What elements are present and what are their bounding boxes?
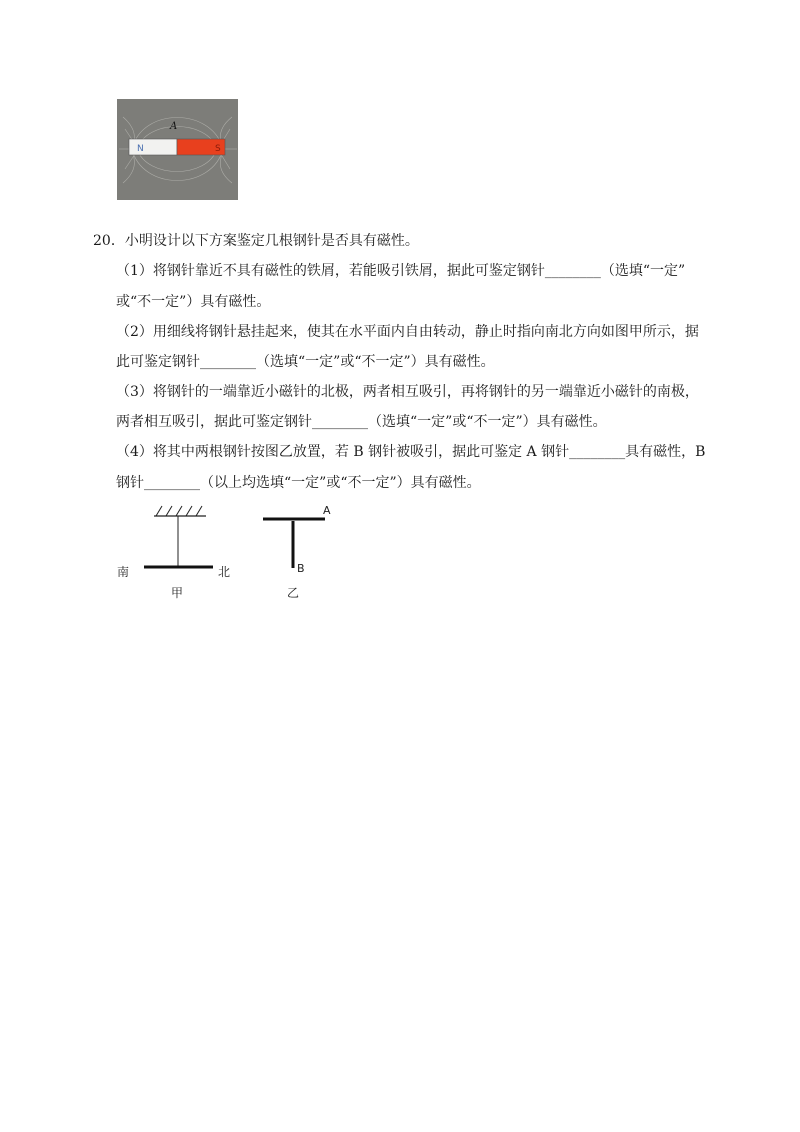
magnet-photo-drawing [117, 99, 238, 200]
part-4-line-2: 钢针________（以上均选填“一定”或“不一定”）具有磁性。 [116, 475, 481, 491]
south-label: 南 [117, 565, 130, 579]
figure-yi-caption: 乙 [287, 586, 300, 600]
question-stem: 小明设计以下方案鉴定几根钢针是否具有磁性。 [124, 233, 419, 249]
ceiling-hatch [156, 506, 202, 516]
part-3-line-2: 两者相互吸引，据此可鉴定钢针________（选填“一定”或“不一定”）具有磁性。 [116, 414, 607, 430]
question-stem-line [93, 231, 419, 251]
figure-jia-caption: 甲 [171, 586, 184, 600]
part-2-line-2: 此可鉴定钢针________（选填“一定”或“不一定”）具有磁性。 [116, 354, 495, 370]
part-2-line-1: （2）用细线将钢针悬挂起来，使其在水平面内自由转动，静止时指向南北方向如图甲所示，据 [116, 324, 699, 340]
magnet-n-label: N [137, 144, 144, 154]
magnet-s-label: S [215, 144, 221, 154]
needle-b-label: B [297, 562, 305, 575]
figure-jia [110, 500, 240, 605]
needle-a-label: A [323, 504, 331, 517]
magnet-photo [117, 99, 238, 200]
part-1-line-2: 或“不一定”）具有磁性。 [116, 294, 271, 310]
figure-yi-drawing [255, 500, 345, 605]
figure-yi [255, 500, 345, 605]
question-number: 20． [93, 233, 125, 249]
magnet-a-label: A [170, 121, 178, 132]
part-3-line-1: （3）将钢针的一端靠近小磁针的北极，两者相互吸引，再将钢针的另一端靠近小磁针的南极， [116, 384, 699, 400]
part-4-line-1: （4）将其中两根钢针按图乙放置，若 B 钢针被吸引，据此可鉴定 A 钢针________具有磁性，B [116, 444, 706, 460]
part-1-line-1: （1）将钢针靠近不具有磁性的铁屑，若能吸引铁屑，据此可鉴定钢针________（选填“一定” [116, 263, 686, 279]
north-label: 北 [218, 565, 231, 579]
